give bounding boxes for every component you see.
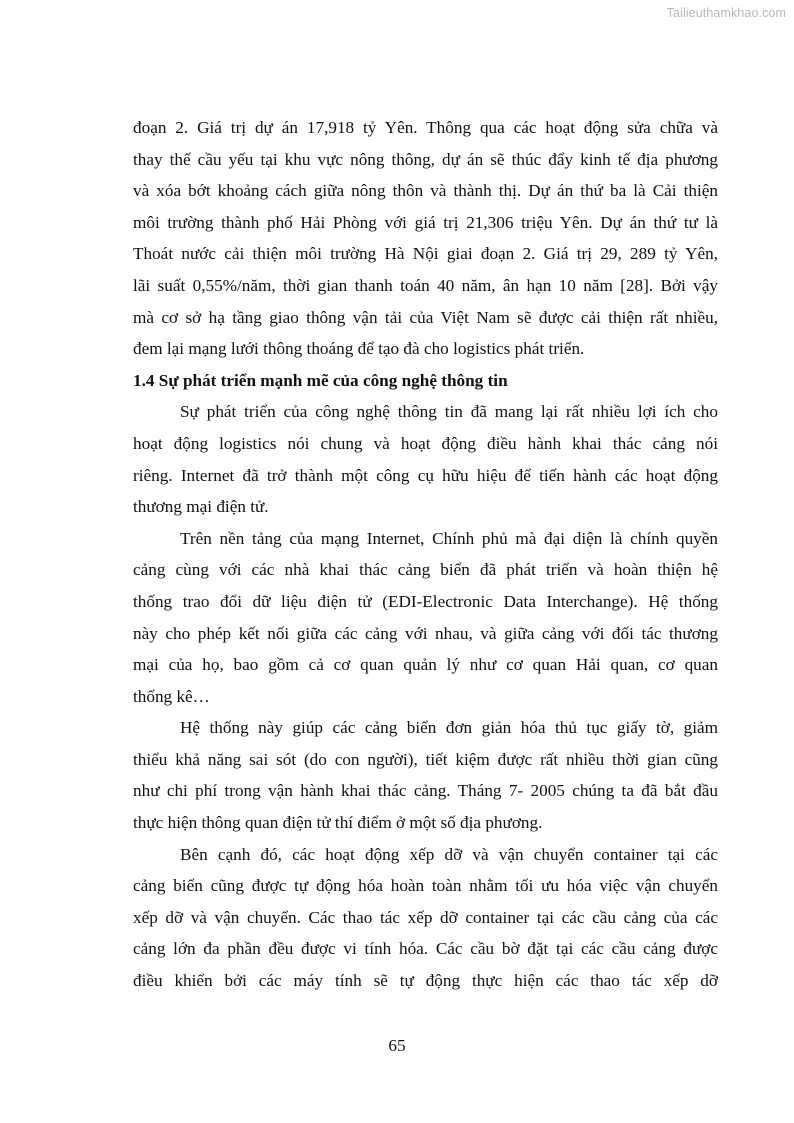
text-line: mà cơ sở hạ tầng giao thông vận tải của Việt Nam sẽ được cải thiện rất nhiều, (133, 307, 718, 327)
text-line: hoạt động logistics nói chung và hoạt động điều hành khai thác cảng nói (133, 433, 718, 453)
text-line: Bên cạnh đó, các hoạt động xếp dỡ và vận chuyển container tại các (180, 844, 718, 864)
page-number: 65 (388, 1036, 406, 1055)
text-line: và xóa bớt khoảng cách giữa nông thôn và thành thị. Dự án thứ ba là Cải thiện (133, 181, 718, 201)
paragraph-continuation (133, 112, 718, 365)
text-line: mại của họ, bao gồm cả cơ quan quản lý như cơ quan Hải quan, cơ quan (133, 655, 718, 675)
text-line: thống kê… (133, 686, 210, 706)
text-line: điều khiển bởi các máy tính sẽ tự động thực hiện các thao tác xếp dỡ (133, 971, 718, 991)
text-line: đoạn 2. Giá trị dự án 17,918 tỷ Yên. Thông qua các hoạt động sửa chữa và (133, 118, 718, 137)
text-line: này cho phép kết nối giữa các cảng với nhau, và giữa cảng với đối tác thương (133, 623, 718, 643)
text-line: thay thế cầu yếu tại khu vực nông thông, dự án sẽ thúc đẩy kinh tế địa phương (133, 149, 718, 169)
text-line: môi trường thành phố Hải Phòng với giá trị 21,306 triệu Yên. Dự án thứ tư là (133, 212, 718, 232)
text-line: Trên nền tảng của mạng Internet, Chính phủ mà đại diện là chính quyền (180, 528, 718, 548)
paragraph (133, 712, 718, 838)
paragraph (133, 839, 718, 997)
paragraph (133, 523, 718, 713)
watermark-text: Tailieuthamkhao.com (666, 6, 786, 20)
text-line: thực hiện thông quan điện tử thí điểm ở một số địa phương. (133, 813, 543, 833)
section-heading: 1.4 Sự phát triển mạnh mẽ của công nghệ thông tin (133, 370, 508, 390)
text-line: thương mại điện tử. (133, 497, 269, 517)
text-line: cảng cùng với các nhà khai thác cảng biển đã phát triển và hoàn thiện hệ (133, 560, 718, 580)
paragraph (133, 396, 718, 522)
text-line: lãi suất 0,55%/năm, thời gian thanh toán 40 năm, ân hạn 10 năm [28]. Bởi vậy (133, 275, 718, 295)
text-line: cảng lớn đa phần đều được vi tính hóa. Các cầu bờ đặt tại các cầu cảng được (133, 939, 718, 959)
text-line: cảng biển cũng được tự động hóa hoàn toàn nhằm tối ưu hóa việc vận chuyển (133, 876, 718, 896)
text-line: thiểu khả năng sai sót (do con người), tiết kiệm được rất nhiều thời gian cũng (133, 749, 718, 769)
text-line: riêng. Internet đã trở thành một công cụ hữu hiệu để tiến hành các hoạt động (133, 465, 718, 485)
text-line: xếp dỡ và vận chuyển. Các thao tác xếp dỡ container tại các cầu cảng của các (133, 907, 718, 927)
text-line: đem lại mạng lưới thông thoáng để tạo đà cho logistics phát triển. (133, 339, 585, 359)
text-line: Hệ thống này giúp các cảng biển đơn giản hóa thủ tục giấy tờ, giảm (180, 718, 718, 738)
text-line: như chi phí trong vận hành khai thác cảng. Tháng 7- 2005 chúng ta đã bắt đầu (133, 781, 718, 801)
text-line: Thoát nước cải thiện môi trường Hà Nội giai đoạn 2. Giá trị 29, 289 tỷ Yên, (133, 244, 718, 264)
page-body (133, 112, 718, 997)
text-line: thống trao đổi dữ liệu điện tử (EDI-Electronic Data Interchange). Hệ thống (133, 591, 718, 611)
text-line: Sự phát triển của công nghệ thông tin đã mang lại rất nhiều lợi ích cho (180, 402, 718, 422)
